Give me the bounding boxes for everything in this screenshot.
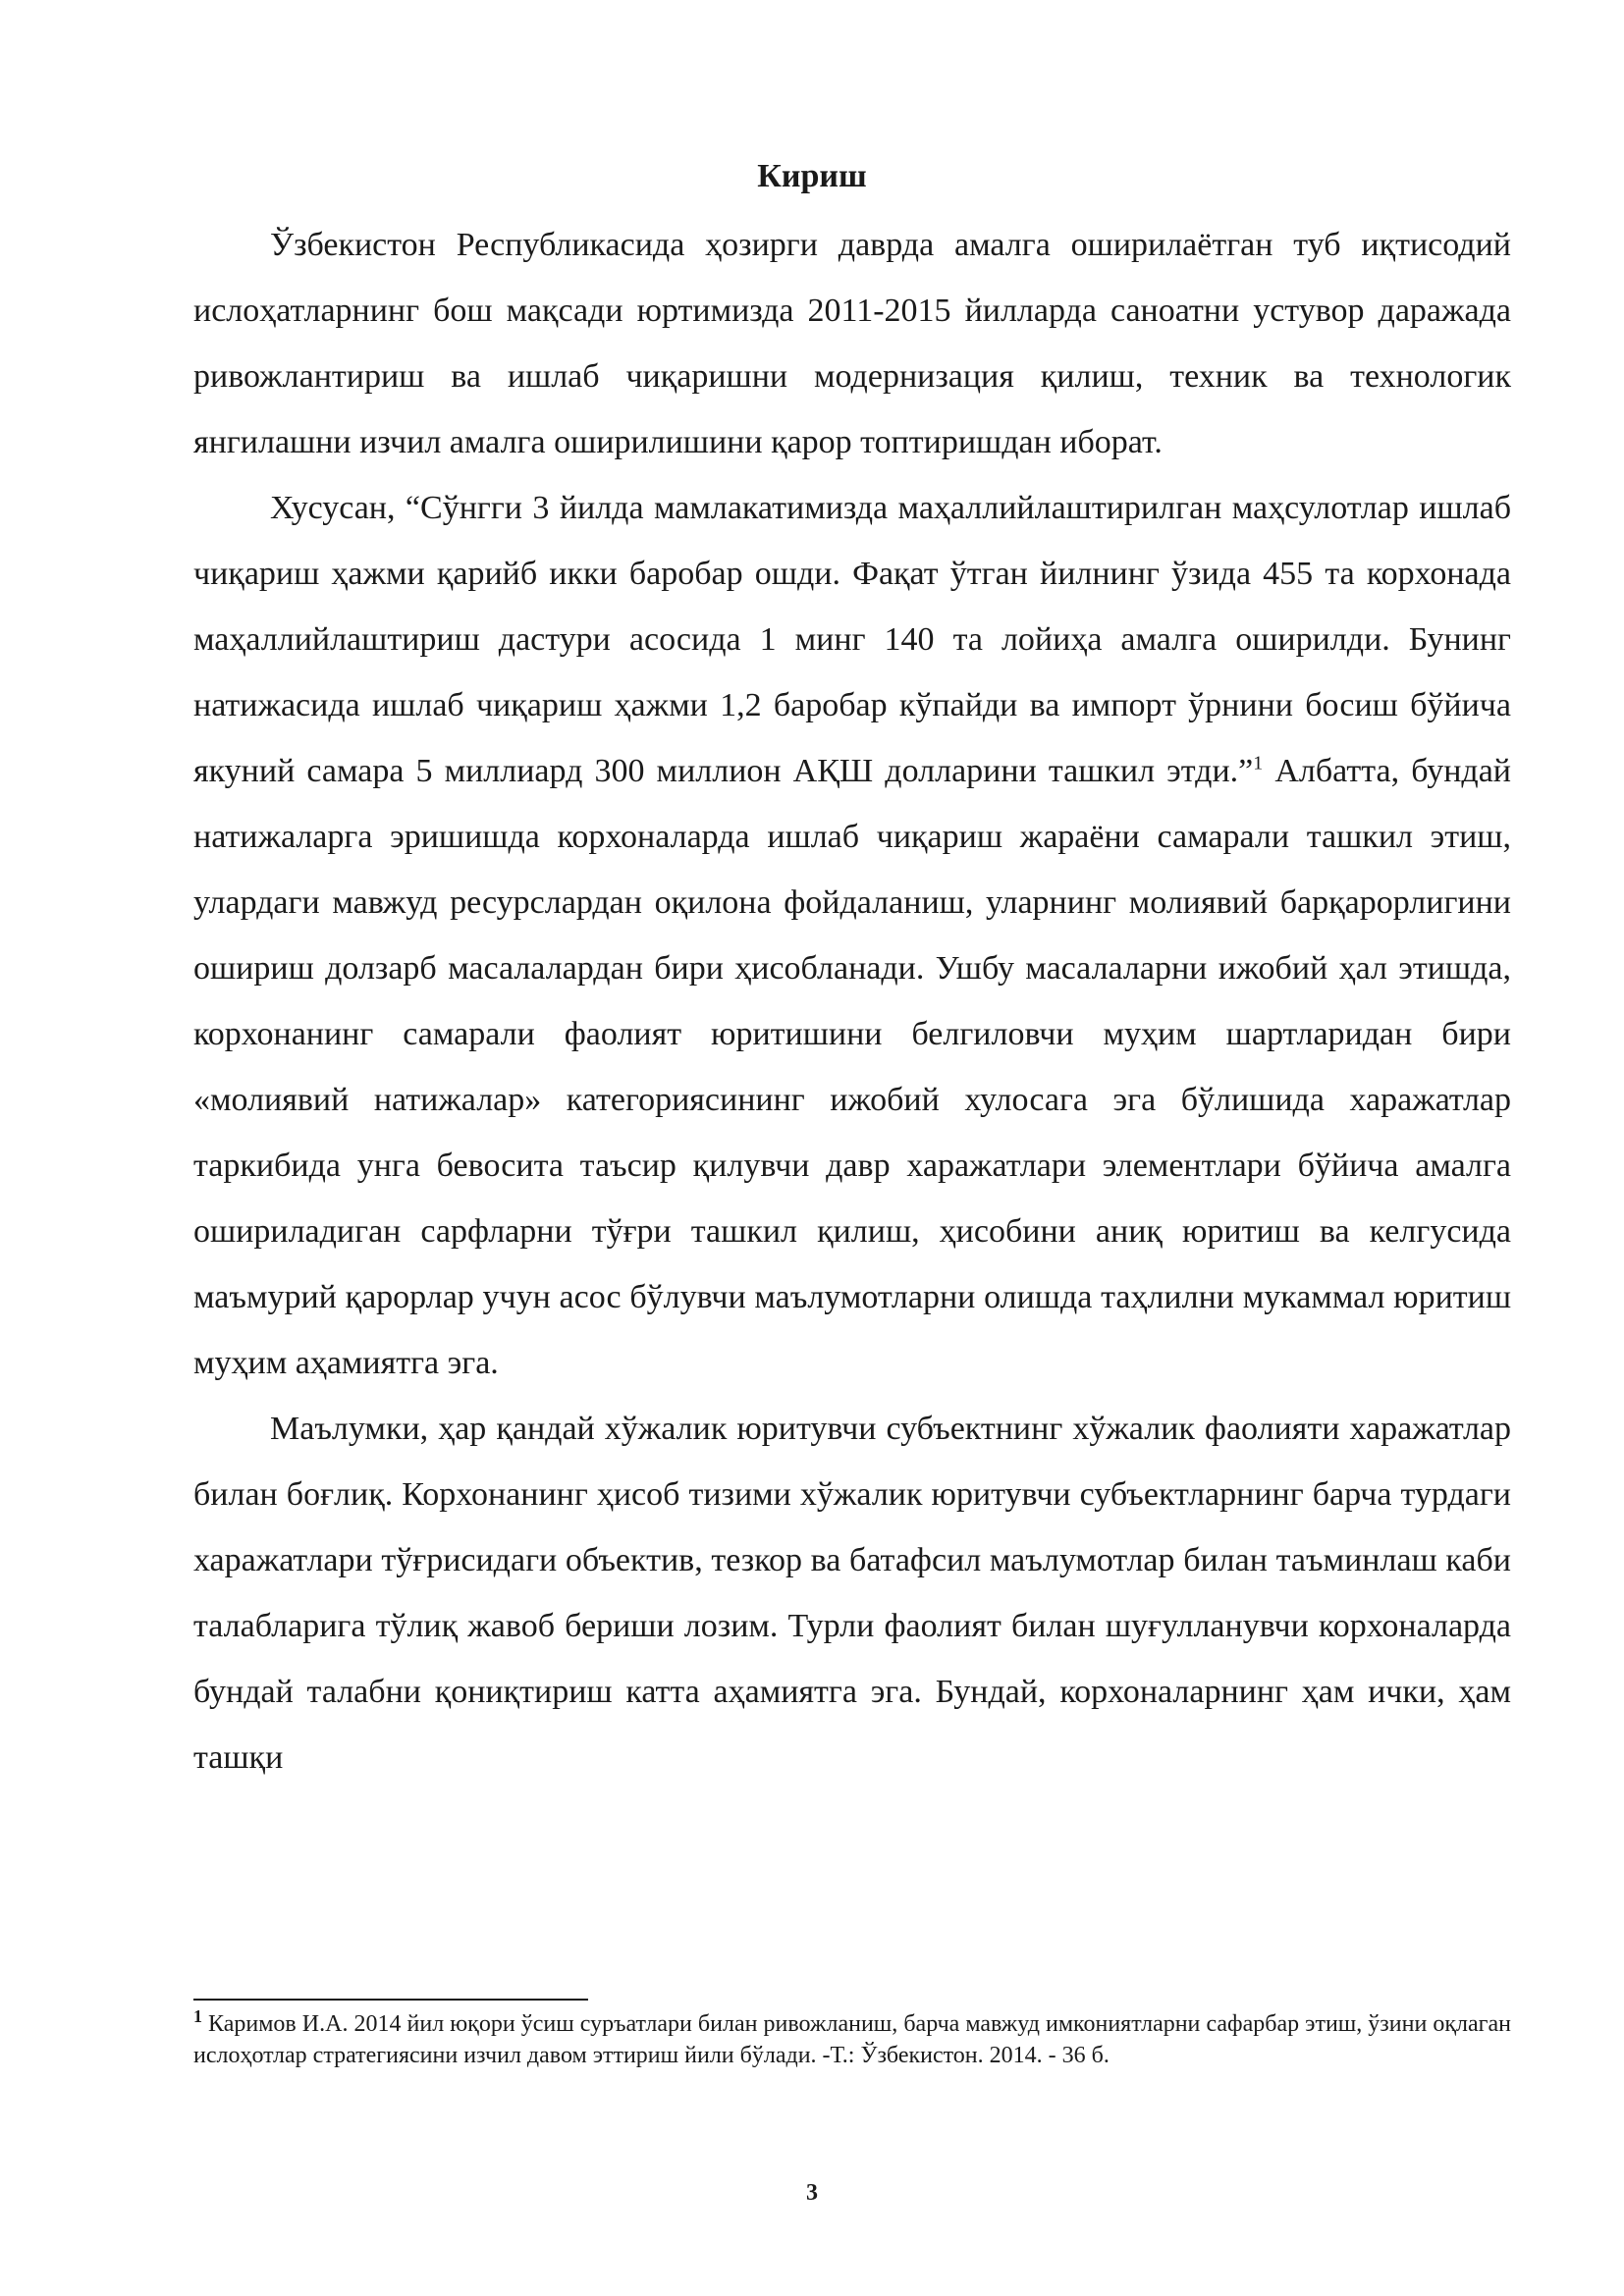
footnote-separator xyxy=(193,1999,588,2001)
paragraph-2-continuation: Албатта, бундай натижаларга эришишда корхоналарда ишлаб чиқариш жараёни самарали ташкил этиш, улардаги мавжуд ресурслардан оқилона фойдаланиш, уларнинг молиявий барқарорлигини ошириш долзарб масалалардан бири ҳисобланади. Ушбу масалаларни ижобий ҳал этишда, корхонанинг самарали фаолият юритишини белгиловчи муҳим шартларидан бири «молиявий натижалар» категориясининг ижобий хулосага эга бўлишида харажатлар таркибида унга бевосита таъсир қилувчи давр харажатлари элементлари бўйича амалга ошириладиган сарфларни тўғри ташкил қилиш, ҳисобини аниқ юритиш ва келгусида маъмурий қарорлар учун асос бўлувчи маълумотларни олишда таҳлилни мукаммал юритиш муҳим аҳамиятга эга. xyxy=(193,753,1511,1381)
footnote-text: Каримов И.А. 2014 йил юқори ўсиш суръатлари билан ривожланиш, барча мавжуд имкониятларни сафарбар этиш, ўзини оқлаган ислоҳотлар стратегиясини изчил давом эттириш йили бўлади. -Т.: Ўзбекистон. 2014. - 36 б. xyxy=(193,2011,1511,2068)
paragraph-3: Маълумки, ҳар қандай хўжалик юритувчи субъектнинг хўжалик фаолияти харажатлар билан боғлиқ. Корхонанинг ҳисоб тизими хўжалик юритувчи субъектларнинг барча турдаги харажатлари тўғрисидаги объектив, тезкор ва батафсил маълумотлар билан таъминлаш каби талабларига тўлиқ жавоб бериши лозим. Турли фаолият билан шуғулланувчи корхоналарда бундай талабни қониқтириш катта аҳамиятга эга. Бундай, корхоналарнинг ҳам ички, ҳам ташқи xyxy=(193,1411,1511,1776)
page-title: Кириш xyxy=(757,158,867,194)
footnote xyxy=(193,2008,1511,2071)
paragraph-1: Ўзбекистон Республикасида ҳозирги даврда амалга оширилаётган туб иқтисодий ислоҳатларнинг бош мақсади юртимизда 2011-2015 йилларда саноатни устувор даражада ривожлантириш ва ишлаб чиқаришни модернизация қилиш, техник ва технологик янгилашни изчил амалга оширилишини қарор топтиришдан иборат. xyxy=(193,227,1511,460)
paragraph-2 xyxy=(193,475,1511,1396)
footnote-reference[interactable]: 1 xyxy=(1253,752,1264,774)
page-number: 3 xyxy=(806,2180,818,2206)
footnote-number: 1 xyxy=(193,2006,202,2026)
paragraph-2-quote: Хусусан, “Сўнгги 3 йилда мамлакатимизда маҳаллийлаштирилган маҳсулотлар ишлаб чиқариш ҳажми қарийб икки баробар ошди. Фақат ўтган йилнинг ўзида 455 та корхонада маҳаллийлаштириш дастури асосида 1 минг 140 та лойиҳа амалга оширилди. Бунинг натижасида ишлаб чиқариш ҳажми 1,2 баробар кўпайди ва импорт ўрнини босиш бўйича якуний самара 5 миллиард 300 миллион АҚШ долларини ташкил этди.” xyxy=(193,490,1511,789)
body-text xyxy=(193,212,1511,1790)
